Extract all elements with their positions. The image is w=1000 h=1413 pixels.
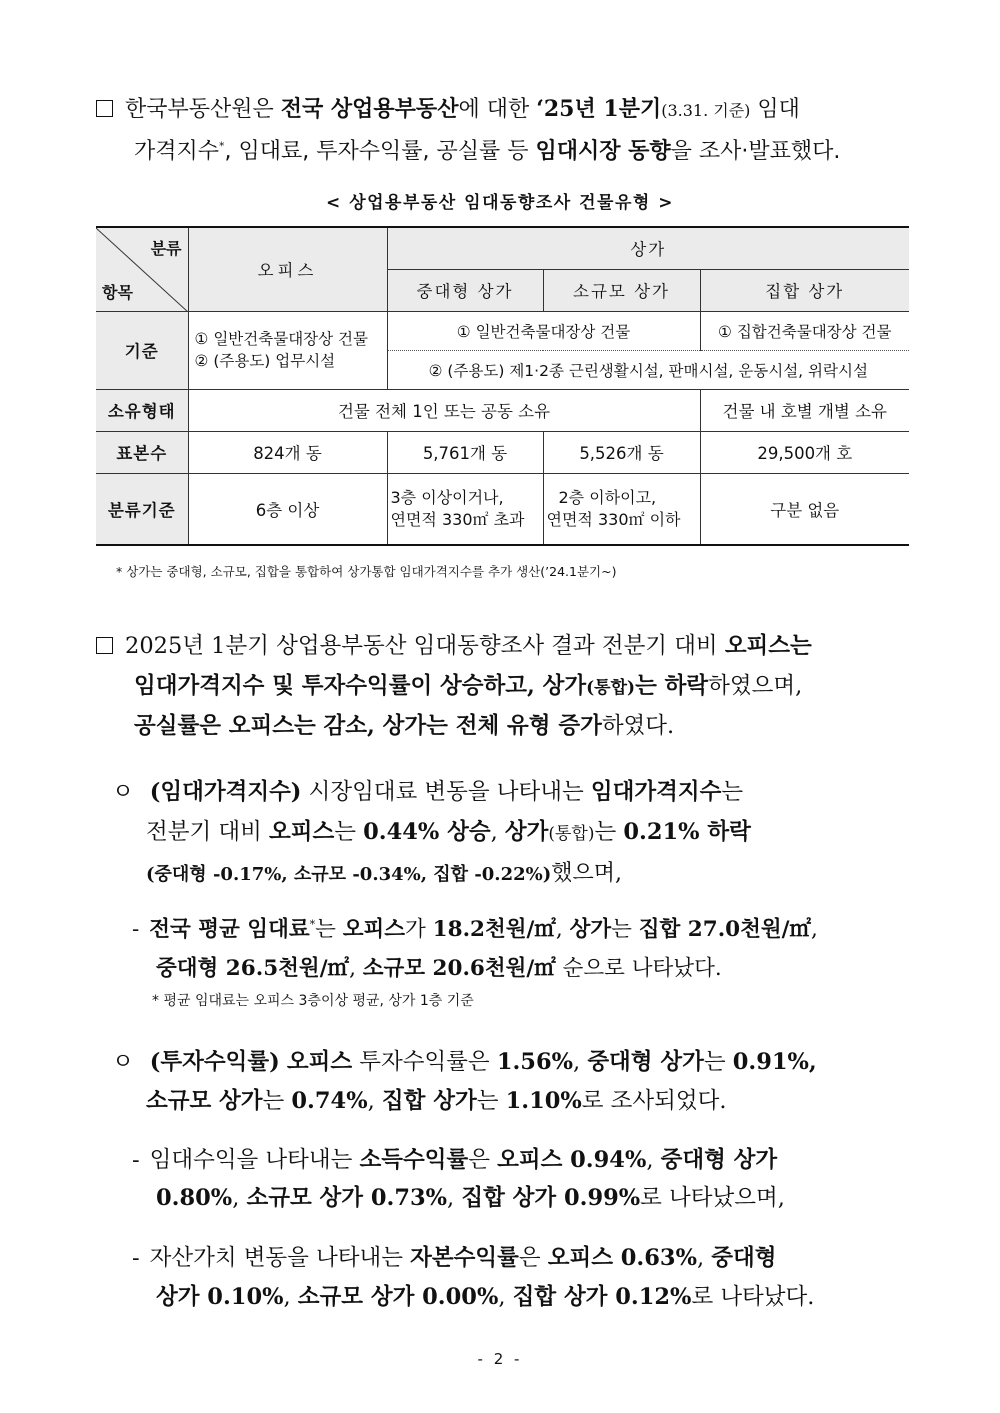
bullet2-line2: 소규모 상가는 0.74%, 집합 상가는 1.10%로 조사되었다.	[146, 1088, 727, 1114]
section2-line3: 공실률은 오피스는 감소, 상가는 전체 유형 증가하였다.	[134, 713, 675, 739]
sub-header-small: 소규모 상가	[543, 269, 700, 311]
criteria-mid-2: ② (주용도) 제1·2종 근린생활시설, 판매시설, 운동시설, 위락시설	[387, 350, 909, 389]
section1-line2: 가격지수*, 임대료, 투자수익률, 공실률 등 임대시장 동향을 조사·발표했다.	[134, 139, 841, 164]
criteria-mid-1: ① 일반건축물대장상 건물	[387, 311, 700, 350]
ownership-jiphap: 건물 내 호별 개별 소유	[700, 389, 909, 431]
bullet2-sub1-line2: 0.80%, 소규모 상가 0.73%, 집합 상가 0.99%로 나타났으며,	[156, 1185, 785, 1211]
bullet1-line2: 전분기 대비 오피스는 0.44% 상승, 상가(통합)는 0.21% 하락	[146, 819, 751, 845]
row-label-classification: 분류기준	[96, 473, 188, 545]
criteria-jiphap-1: ① 집합건축물대장상 건물	[700, 311, 909, 350]
row-label-criteria: 기준	[96, 311, 188, 389]
criteria-office: ① 일반건축물대장상 건물 ② (주용도) 업무시설	[188, 311, 387, 389]
bullet1-line3: (중대형 -0.17%, 소규모 -0.34%, 집합 -0.22%)했으며,	[146, 861, 622, 886]
classification-jiphap: 구분 없음	[700, 473, 909, 545]
section1-line1: 한국부동산원은 전국 상업용부동산에 대한 ‘25년 1분기(3.31. 기준) 임대	[96, 92, 800, 123]
table-footnote: * 상가는 중대형, 소규모, 집합을 통합하여 상가통합 임대가격지수를 추가 생산(’24.1분기~)	[116, 564, 617, 579]
section2-line2: 임대가격지수 및 투자수익률이 상승하고, 상가(통합)는 하락하였으며,	[134, 673, 803, 699]
classification-middle: 3층 이상이거나, 연면적 330㎡ 초과	[387, 473, 543, 545]
table-caption: < 상업용부동산 임대동향조사 건물유형 >	[326, 193, 674, 213]
checkbox-square-icon	[96, 100, 113, 117]
sangga-header: 상가	[387, 227, 909, 269]
classification-office: 6층 이상	[188, 473, 387, 545]
sub-header-jiphap: 집합 상가	[700, 269, 909, 311]
ownership-shared: 건물 전체 1인 또는 공동 소유	[188, 389, 700, 431]
bullet1-sub-line1: - 전국 평균 임대료*는 오피스가 18.2천원/㎡, 상가는 집합 27.0천원/㎡,	[132, 917, 818, 942]
classification-small: 2층 이하이고, 연면적 330㎡ 이하	[543, 473, 700, 545]
corner-header: 분류 항목	[96, 227, 188, 311]
checkbox-square-icon	[96, 637, 113, 654]
samples-middle: 5,761개 동	[387, 431, 543, 473]
section2-line1: 2025년 1분기 상업용부동산 임대동향조사 결과 전분기 대비 오피스는	[96, 628, 812, 660]
bullet1-sub-line2: 중대형 26.5천원/㎡, 소규모 20.6천원/㎡ 순으로 나타났다.	[156, 956, 722, 981]
samples-jiphap: 29,500개 호	[700, 431, 909, 473]
office-header: 오피스	[188, 227, 387, 311]
samples-office: 824개 동	[188, 431, 387, 473]
bullet2-sub2-line1: - 자산가치 변동을 나타내는 자본수익률은 오피스 0.63%, 중대형	[132, 1245, 777, 1271]
page-number: - 2 -	[477, 1350, 523, 1368]
bullet2-sub1-line1: - 임대수익을 나타내는 소득수익률은 오피스 0.94%, 중대형 상가	[132, 1147, 778, 1173]
sub-header-middle: 중대형 상가	[387, 269, 543, 311]
bullet2-line1: ㅇ (투자수익률) 오피스 투자수익률은 1.56%, 중대형 상가는 0.91%,	[112, 1049, 817, 1075]
bullet1-line1: ㅇ (임대가격지수) 시장임대료 변동을 나타내는 임대가격지수는	[112, 779, 744, 805]
building-type-table	[96, 226, 909, 546]
bullet1-sub-note: * 평균 임대료는 오피스 3층이상 평균, 상가 1층 기준	[152, 993, 474, 1009]
row-label-ownership: 소유형태	[96, 389, 188, 431]
samples-small: 5,526개 동	[543, 431, 700, 473]
row-label-samples: 표본수	[96, 431, 188, 473]
bullet2-sub2-line2: 상가 0.10%, 소규모 상가 0.00%, 집합 상가 0.12%로 나타났다.	[156, 1284, 815, 1310]
